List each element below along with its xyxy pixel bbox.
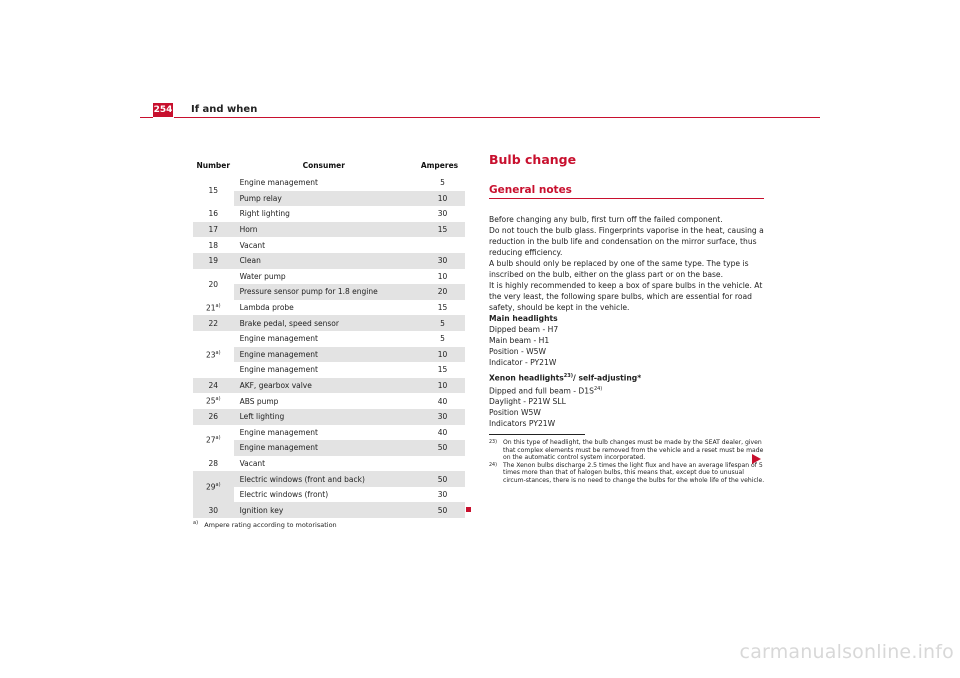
fuse-number: 23$^{a)}$: [193, 331, 234, 378]
list-item: Position - W5W: [489, 347, 546, 356]
xenon-headlights-heading: Xenon headlights$^{23)}$/ self-adjusting*: [489, 373, 642, 383]
consumer-cell: Engine management: [239, 427, 318, 437]
list-item: Position W5W: [489, 408, 541, 418]
table-row: [193, 222, 465, 238]
consumer-cell: Horn: [234, 222, 414, 238]
fuse-number: 25$^{a)}$: [206, 396, 221, 406]
table-row: [193, 253, 465, 269]
column-header-amperes: Amperes: [420, 160, 459, 170]
fuse-number: 16: [208, 209, 219, 219]
table-row: [193, 425, 465, 441]
main-headlights-heading: Main headlights: [489, 314, 558, 323]
consumer-cell: Engine management: [239, 365, 318, 375]
header-rule: [174, 117, 820, 118]
list-item: Indicator - PY21W: [489, 358, 557, 367]
consumer-cell: Electric windows (front and back): [234, 471, 414, 487]
paragraph: A bulb should only be replaced by one of the same type. The type is inscribed on the bulb, either on the glass part or on the base.: [489, 259, 749, 279]
table-row: [193, 237, 465, 253]
amperes-cell: 15: [437, 365, 448, 375]
amperes-cell: 10: [414, 347, 465, 363]
amperes-cell: 10: [437, 271, 448, 281]
table-row: [193, 487, 465, 503]
fuse-number: 19: [193, 253, 234, 269]
amperes-cell: 30: [437, 490, 448, 500]
continue-arrow-icon: [752, 454, 761, 464]
table-row: [193, 206, 465, 222]
consumer-cell: Vacant: [239, 240, 266, 250]
list-item: Main beam - H1: [489, 336, 550, 345]
column-header-consumer: Consumer: [302, 160, 345, 170]
consumer-cell: Lambda probe: [239, 303, 294, 313]
fuse-number: 24: [193, 378, 234, 394]
list-item: Dipped beam - H7: [489, 325, 559, 334]
consumer-cell: Brake pedal, speed sensor: [234, 315, 414, 331]
fuse-number: 29$^{a)}$: [193, 471, 234, 502]
amperes-cell: [414, 237, 465, 253]
fuse-table: [193, 155, 465, 518]
article-column: [489, 154, 767, 485]
page-title: If and when: [191, 104, 258, 115]
table-row: [193, 269, 465, 285]
amperes-cell: 50: [414, 502, 465, 518]
amperes-cell: 5: [440, 178, 445, 188]
table-row: [193, 315, 465, 331]
consumer-cell: ABS pump: [239, 396, 279, 406]
section-subtitle: General notes: [489, 185, 764, 199]
paragraph: Do not touch the bulb glass. Fingerprints vaporise in the heat, causing a reduction in the bulb life and condensation on the mirror surface, thus reducing efficiency.: [489, 226, 764, 257]
table-row: [193, 191, 465, 207]
amperes-cell: 15: [414, 222, 465, 238]
fuse-number: 18: [208, 240, 219, 250]
paragraph: Before changing any bulb, first turn off the failed component.: [489, 215, 723, 224]
table-row: [193, 440, 465, 456]
amperes-cell: 10: [414, 191, 465, 207]
header-rule-left: [140, 117, 153, 118]
list-item: Indicators PY21W: [489, 419, 556, 429]
fuse-number: 17: [193, 222, 234, 238]
table-row: [193, 409, 465, 425]
consumer-cell: Left lighting: [234, 409, 414, 425]
fuse-number: 30: [193, 502, 234, 518]
fuse-number: 28: [208, 458, 219, 468]
consumer-cell: AKF, gearbox valve: [234, 378, 414, 394]
amperes-cell: 5: [414, 315, 465, 331]
amperes-cell: 30: [414, 253, 465, 269]
amperes-cell: 40: [437, 396, 448, 406]
paragraph: It is highly recommended to keep a box of spare bulbs in the vehicle. At the very least, the following spare bulbs, which are essential for road safety, should be kept in the vehicle.: [489, 281, 763, 312]
end-of-section-marker: [466, 507, 471, 512]
amperes-cell: 40: [437, 427, 448, 437]
table-row: [193, 393, 465, 409]
amperes-cell: 15: [437, 303, 448, 313]
table-row: [193, 502, 465, 518]
footnote: $^{24)}$ The Xenon bulbs discharge 2.5 times the light flux and have an average lifespan of 5 times more than that of halogen bulbs, this means that, except due to unusual circum-stances, there is no need to change the bulbs for the whole life of the vehicle.: [489, 461, 765, 485]
fuse-number: 15: [193, 175, 234, 206]
table-row: [193, 378, 465, 394]
list-item: Dipped and full beam - $D1S^{24)}$: [489, 385, 603, 396]
list-item: Daylight - P21W SLL: [489, 397, 566, 407]
footnote: $^{23)}$ On this type of headlight, the bulb changes must be made by the SEAT dealer, given that complex elements must be removed from the vehicle and a reset must be made on the automatic control system incorporated.: [489, 439, 764, 462]
table-row: [193, 362, 465, 378]
section-title: Bulb change: [489, 152, 577, 167]
table-row: [193, 456, 465, 472]
fuse-number: 22: [193, 315, 234, 331]
consumer-cell: Pressure sensor pump for 1.8 engine: [234, 284, 414, 300]
consumer-cell: Engine management: [239, 178, 318, 188]
page-number: 254: [153, 105, 173, 115]
table-footnote: $^{a)}$ Ampere rating according to motorisation: [193, 520, 337, 530]
amperes-cell: 50: [414, 471, 465, 487]
table-row: [193, 175, 465, 191]
consumer-cell: Vacant: [239, 458, 266, 468]
amperes-cell: 50: [414, 440, 465, 456]
consumer-cell: Engine management: [234, 440, 414, 456]
watermark: carmanualsonline.info: [739, 641, 954, 663]
amperes-cell: 30: [437, 209, 448, 219]
consumer-cell: Ignition key: [234, 502, 414, 518]
fuse-number: 20: [193, 269, 234, 300]
table-row: [193, 284, 465, 300]
table-row: [193, 300, 465, 316]
table-header-row: [193, 155, 465, 175]
amperes-cell: [414, 456, 465, 472]
consumer-cell: Engine management: [239, 334, 318, 344]
consumer-cell: Right lighting: [239, 209, 290, 219]
amperes-cell: 30: [414, 409, 465, 425]
consumer-cell: Water pump: [239, 271, 286, 281]
footnote-divider: [489, 434, 585, 435]
table-row: [193, 331, 465, 347]
consumer-cell: Clean: [234, 253, 414, 269]
amperes-cell: 10: [414, 378, 465, 394]
consumer-cell: Engine management: [234, 347, 414, 363]
amperes-cell: 20: [414, 284, 465, 300]
fuse-number: 26: [193, 409, 234, 425]
fuse-number: 27$^{a)}$: [193, 425, 234, 456]
table-row: [193, 471, 465, 487]
consumer-cell: Electric windows (front): [239, 490, 329, 500]
table-row: [193, 347, 465, 363]
consumer-cell: Pump relay: [234, 191, 414, 207]
amperes-cell: 5: [440, 334, 445, 344]
column-header-number: Number: [196, 160, 231, 170]
fuse-number: 21$^{a)}$: [206, 302, 221, 313]
